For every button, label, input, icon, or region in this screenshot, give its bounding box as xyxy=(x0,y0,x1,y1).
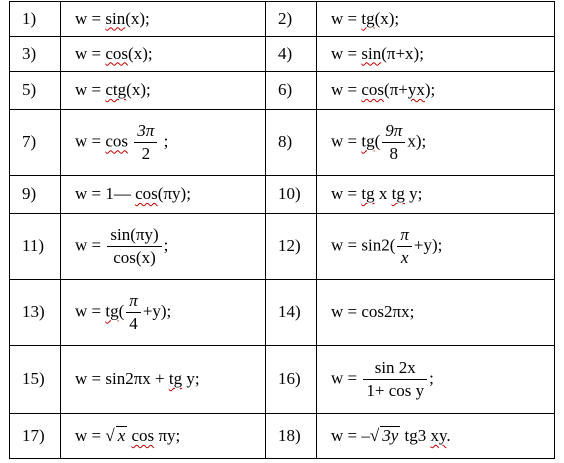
item-number: 14) xyxy=(266,280,317,346)
table-row xyxy=(10,37,555,72)
item-number: 6) xyxy=(266,72,317,110)
fraction: $\frac{9\pi}{8}$ xyxy=(382,122,405,163)
item-number: 12) xyxy=(266,214,317,280)
sqrt-sign: √ xyxy=(369,426,380,446)
formula: w = sin2( $\frac{\pi}{x}$ +y); xyxy=(317,214,555,280)
item-number: 16) xyxy=(266,346,317,414)
formula: w = tg(x); xyxy=(317,2,555,37)
item-number: 8) xyxy=(266,110,317,176)
item-number: 15) xyxy=(10,346,61,414)
item-number: 4) xyxy=(266,37,317,72)
table-row xyxy=(10,214,555,280)
formula: w = tg( $\frac{9\pi}{8}$ x); xyxy=(317,110,555,176)
item-number: 5) xyxy=(10,72,61,110)
formula: w = sin2πx + tg y; xyxy=(61,346,266,414)
item-number: 9) xyxy=(10,176,61,214)
fraction: $\frac{\pi}{x}$ xyxy=(397,226,412,267)
item-number: 7) xyxy=(10,110,61,176)
fraction: $\frac{3\pi}{2}$ xyxy=(134,122,157,163)
item-number: 1) xyxy=(10,2,61,37)
formula: w = cos(x); xyxy=(61,37,266,72)
item-number: 2) xyxy=(266,2,317,37)
item-number: 11) xyxy=(10,214,61,280)
table-row xyxy=(10,110,555,176)
formula: w = ctg(x); xyxy=(61,72,266,110)
formula: w = tg x tg y; xyxy=(317,176,555,214)
formula: w = sin(π+x); xyxy=(317,37,555,72)
table-row xyxy=(10,414,555,459)
formula: w = $\frac{\sin 2x}{\text{1+ cos y}}$ ; xyxy=(317,346,555,414)
item-number: 10) xyxy=(266,176,317,214)
formula: w = cos $\frac{3\pi}{2}$ ; xyxy=(61,110,266,176)
formula: w = tg( $\frac{\pi}{4}$ +y); xyxy=(61,280,266,346)
item-number: 17) xyxy=(10,414,61,459)
fraction: $\frac{\pi}{4}$ xyxy=(126,292,141,333)
formula: w = cos(π+yx); xyxy=(317,72,555,110)
table-row xyxy=(10,176,555,214)
fraction: $\frac{\sin 2x}{\text{1+ cos y}}$ xyxy=(363,359,427,400)
table-row xyxy=(10,72,555,110)
formula: w = $\frac{\sin(\pi y)}{\cos(x)}$ ; xyxy=(61,214,266,280)
table-row xyxy=(10,2,555,37)
functions-table xyxy=(9,1,555,459)
table-row xyxy=(10,346,555,414)
item-number: 18) xyxy=(266,414,317,459)
table-row xyxy=(10,280,555,346)
formula: w = –√ 3y tg3 xy. xyxy=(317,414,555,459)
formula: w = √ x cos πy; xyxy=(61,414,266,459)
formula: w = 1— cos(πy); xyxy=(61,176,266,214)
fraction: $\frac{\sin(\pi y)}{\cos(x)}$ xyxy=(107,226,161,267)
formula: w = cos2πx; xyxy=(317,280,555,346)
item-number: 3) xyxy=(10,37,61,72)
sqrt-sign: √ xyxy=(105,426,115,446)
formula: w = sin(x); xyxy=(61,2,266,37)
item-number: 13) xyxy=(10,280,61,346)
